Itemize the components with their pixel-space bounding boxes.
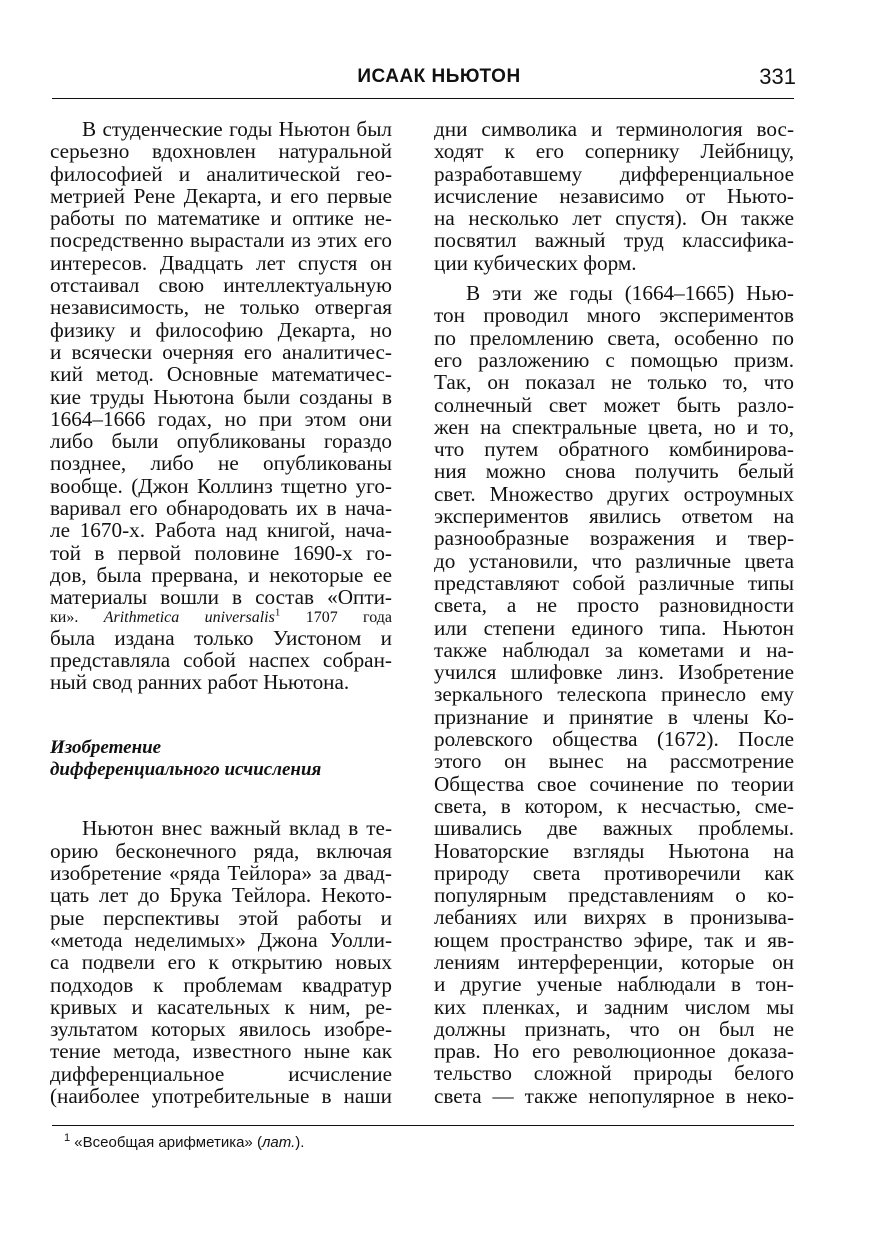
text-line: света, а не просто разновидности — [434, 593, 794, 618]
text-line: ких пленках, и задним числом мы — [434, 994, 794, 1019]
text-line: ходят к его сопернику Лейбницу, — [434, 139, 794, 164]
text-line: работы по математике и оптике не- — [50, 206, 392, 231]
text-line: той в первой половине 1690-х го- — [50, 540, 392, 565]
text-line: представляют собой различные типы — [434, 570, 794, 595]
text-line: была издана только Уистоном и — [50, 625, 392, 650]
text-line: лениям интерференции, которые он — [434, 949, 794, 974]
footnote-marker: 1 — [274, 606, 281, 619]
text-line: посредственно вырастали из этих его — [50, 228, 392, 253]
text-line: ный свод ранних работ Ньютона. — [50, 670, 350, 695]
right-column — [434, 118, 794, 1107]
text-line: (наиболее употребительные в наши — [50, 1083, 392, 1108]
text-line: физику и философию Декарта, но — [50, 317, 392, 342]
text-line: лебаниях или вихрях в пронизыва- — [434, 905, 794, 930]
text-line: ния можно снова получить белый — [434, 459, 794, 484]
text-line: природу света противоречили как — [434, 860, 794, 885]
text-line: отстаивал свою интеллектуальную — [50, 273, 392, 298]
text-line: тение метода, известного ныне как — [50, 1039, 392, 1064]
left-column — [50, 118, 392, 1107]
running-header-title: ИСААК НЬЮТОН — [357, 66, 521, 87]
text-line: дни символика и терминология вос- — [434, 117, 794, 141]
text-line: и всячески очерняя его аналитичес- — [50, 339, 392, 364]
text-line: ции кубических форм. — [434, 250, 637, 275]
text-line: экспериментов явились ответом на — [434, 504, 794, 529]
text-line: интересов. Двадцать лет спустя он — [50, 250, 392, 275]
text-line: солнечный свет может быть разло- — [434, 392, 794, 417]
text-line: тон проводил много экспериментов — [434, 303, 794, 328]
text-line: подходов к проблемам квадратур — [50, 972, 392, 997]
page-number: 331 — [759, 64, 796, 89]
text-fragment: ки». — [50, 608, 104, 626]
text-line: В студенческие годы Ньютон был — [82, 117, 392, 141]
header-rule — [52, 98, 794, 99]
text-line: разнообразные возражения и твер- — [434, 526, 794, 551]
text-line: тельство сложной природы белого — [434, 1061, 794, 1086]
text-line: ле 1670-х. Работа над книгой, нача- — [50, 518, 392, 543]
text-line: Так, он показал не только то, что — [434, 370, 794, 395]
arithmetica-title: Arithmetica universalis — [103, 608, 275, 626]
text-line: зультатом которых явилось изобре- — [50, 1017, 392, 1042]
section-heading-line2: дифференциального исчисления — [50, 759, 322, 781]
text-line: посвятил важный труд классифика- — [434, 228, 794, 253]
section-heading-line1: Изобретение — [50, 737, 162, 759]
text-line: либо были опубликованы гораздо — [50, 429, 392, 454]
text-line: рые перспективы этой работы и — [50, 905, 392, 930]
text-line: и другие ученые наблюдали в тон- — [434, 972, 794, 997]
text-line: также наблюдал за кометами и на- — [434, 637, 794, 662]
footnote-text: «Всеобщая арифметика» ( — [70, 1134, 262, 1151]
text-line: свет. Множество других остроумных — [434, 481, 794, 506]
text-line: 1664–1666 годах, но при этом они — [50, 406, 392, 431]
text-line: должны признать, что он был не — [434, 1016, 794, 1041]
paragraph-leibniz — [434, 118, 794, 274]
footnote — [64, 1134, 304, 1151]
text-line: Ньютон внес важный вклад в те- — [82, 816, 392, 841]
text-line: жен на спектральные цвета, но и то, — [434, 414, 794, 439]
text-line: этого он вынес на рассмотрение — [434, 749, 794, 774]
text-line: исчисление независимо от Ньюто- — [434, 183, 794, 208]
text-line: или степени единого типа. Ньютон — [434, 615, 794, 640]
text-line: философией и аналитической гео- — [50, 161, 392, 186]
text-line: кривых и касательных к ним, ре- — [50, 994, 392, 1019]
paragraph-line-arithmetica — [50, 606, 392, 627]
text-fragment: 1707 года — [280, 608, 392, 626]
text-line: разработавшему дифференциальное — [434, 161, 794, 186]
text-line: до установили, что различные цвета — [434, 548, 794, 573]
text-line: его разложению с помощью призм. — [434, 347, 794, 372]
paragraph-student-years — [50, 118, 392, 609]
text-line: дов, была прервана, и некоторые ее — [50, 562, 392, 587]
text-line: ющем пространство эфире, так и яв- — [434, 927, 794, 952]
text-line: учился шлифовке линз. Изобретение — [434, 660, 794, 685]
paragraph-infinite-series — [50, 817, 392, 1107]
text-line: дифференциальное исчисление — [50, 1061, 392, 1086]
text-line: цать лет до Брука Тейлора. Некото- — [50, 883, 392, 908]
text-line: В эти же годы (1664–1665) Нью- — [466, 281, 794, 306]
text-line: са подвели его к открытию новых — [50, 950, 392, 975]
footnote-text-end: ). — [295, 1134, 305, 1151]
footnote-italic: лат. — [261, 1134, 296, 1151]
text-line: «метода неделимых» Джона Уолли- — [50, 927, 392, 952]
text-line: варивал его обнародовать их в нача- — [50, 496, 392, 521]
text-line: прав. Но его революционное доказа- — [434, 1039, 794, 1064]
text-line: представляла собой наспех собран- — [50, 647, 392, 672]
text-line: популярным представлениям о ко- — [434, 883, 794, 908]
text-line: кий метод. Основные математичес- — [50, 362, 392, 387]
text-line: Общества свое сочинение по теории — [434, 771, 794, 796]
paragraph-student-years-tail — [50, 627, 392, 694]
text-line: материалы вошли в состав «Опти- — [50, 585, 392, 610]
text-line: позднее, либо не опубликованы — [50, 451, 392, 476]
text-line: света — также непопулярное в неко- — [434, 1083, 794, 1108]
text-line: вообще. (Джон Коллинз тщетно уго- — [50, 473, 392, 498]
text-line: серьезно вдохновлен натуральной — [50, 139, 392, 164]
text-line: орию бесконечного ряда, включая — [50, 838, 392, 863]
text-line: на несколько лет спустя). Он также — [434, 206, 794, 231]
footnote-rule — [52, 1125, 794, 1126]
text-line: Новаторские взгляды Ньютона на — [434, 838, 794, 863]
text-line: зеркального телескопа принесло ему — [434, 682, 794, 707]
text-line: шивались две важных проблемы. — [434, 816, 794, 841]
text-line: изобретение «ряда Тейлора» за двад- — [50, 861, 392, 886]
text-line: света, в котором, к несчастью, сме- — [434, 793, 794, 818]
text-line: что путем обратного комбинирова- — [434, 437, 794, 462]
text-line: метрией Рене Декарта, и его первые — [50, 183, 392, 208]
text-line: ролевского общества (1672). После — [434, 727, 794, 752]
text-line: кие труды Ньютона были созданы в — [50, 384, 392, 409]
text-line: независимость, не только отвергая — [50, 295, 392, 320]
paragraph-optics — [434, 282, 794, 1107]
footnote-number: 1 — [64, 1132, 71, 1144]
text-line: признание и принятие в члены Ко- — [434, 704, 794, 729]
text-line: по преломлению света, особенно по — [434, 325, 794, 350]
